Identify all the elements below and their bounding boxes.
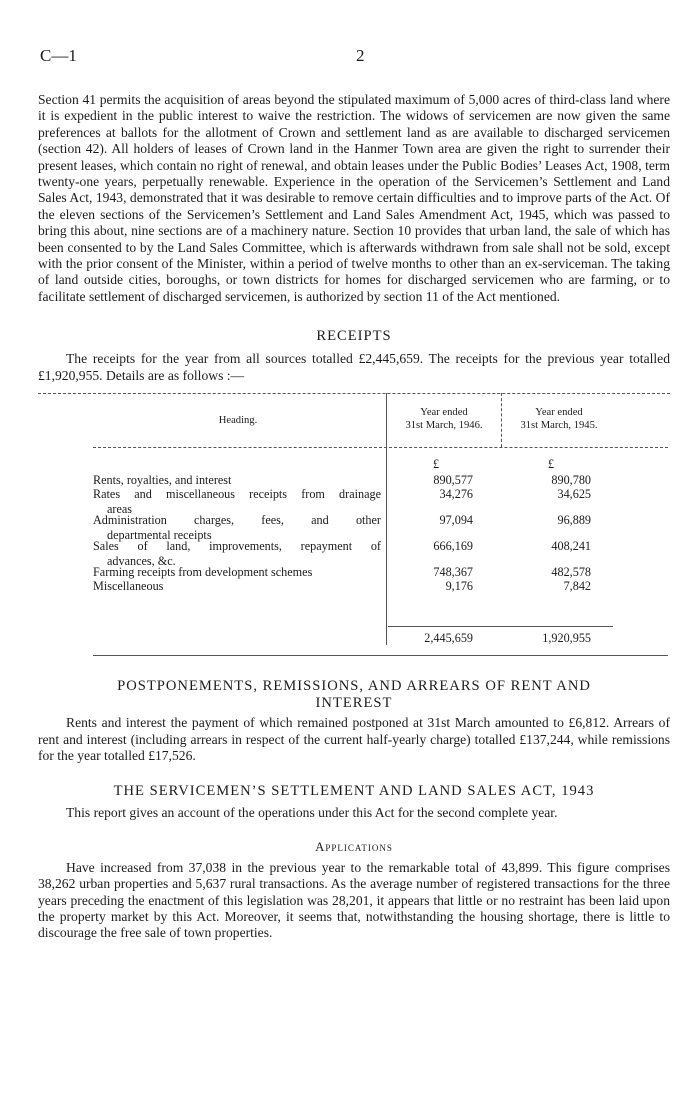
receipts-heading: RECEIPTS	[316, 328, 392, 345]
row-value-1945: 96,889	[557, 513, 591, 528]
act-paragraph: This report gives an account of the operations under this Act for the second complete year.	[66, 805, 558, 821]
table-row-label	[93, 473, 381, 487]
table-row-label	[93, 565, 381, 579]
column-divider-1	[386, 393, 387, 645]
year-1945-header: Year ended 31st March, 1945.	[520, 407, 598, 431]
row-label-line: Farming receipts from development schemes	[93, 565, 313, 580]
total-1946: 2,445,659	[424, 631, 473, 646]
row-label-continuation: advances, &c.	[107, 553, 176, 568]
row-value-1945: 890,780	[551, 473, 591, 488]
page-number: 2	[356, 46, 365, 65]
postponements-paragraph: Rents and interest the payment of which remained postponed at 31st March amounted to £6,812. Arrears of rent and interest (including arrears in respect of the current half-yearly charge) totalled £137,244, while remissions for the year totalled £17,526.	[38, 715, 670, 763]
row-value-1946: 9,176	[445, 579, 473, 594]
table-row-label	[93, 513, 381, 542]
act-heading: THE SERVICEMEN’S SETTLEMENT AND LAND SALES ACT, 1943	[113, 783, 595, 800]
row-value-1945: 408,241	[551, 539, 591, 554]
table-top-rule	[38, 393, 670, 394]
year-1946-header: Year ended 31st March, 1946.	[405, 407, 483, 431]
row-value-1946: 97,094	[439, 513, 473, 528]
header-rule	[93, 447, 668, 448]
column-divider-2	[501, 393, 502, 447]
total-1945: 1,920,955	[542, 631, 591, 646]
table-row-label	[93, 579, 381, 593]
currency-symbol-1946: £	[433, 457, 440, 472]
receipts-paragraph: The receipts for the year from all sources totalled £2,445,659. The receipts for the previous year totalled £1,920,955. Details are as follows :—	[38, 351, 670, 383]
row-label-continuation: departmental receipts	[107, 527, 212, 542]
heading-column-header: Heading.	[218, 415, 258, 427]
row-value-1946: 666,169	[433, 539, 473, 554]
total-rule	[388, 626, 613, 627]
receipts-table	[38, 393, 670, 655]
table-row-label	[93, 487, 381, 516]
row-label-line: Administration charges, fees, and other	[93, 513, 381, 528]
row-label-line: Miscellaneous	[93, 579, 164, 594]
row-value-1945: 34,625	[557, 487, 591, 502]
row-label-line: Sales of land, improvements, repayment of	[93, 539, 381, 554]
row-value-1945: 7,842	[563, 579, 591, 594]
applications-paragraph: Have increased from 37,038 in the previous year to the remarkable total of 43,899. This figure comprises 38,262 urban properties and 5,637 rural transactions. As the average number of registered transactions for the three years preceding the enactment of this legislation was 28,201, it appears that little or no restraint has been laid upon the property market by this Act. Moreover, it seems that, notwithstanding the housing shortage, there is little to discourage the free sale of town properties.	[38, 859, 670, 941]
table-row-label	[93, 539, 381, 568]
row-value-1946: 34,276	[439, 487, 473, 502]
row-value-1946: 890,577	[433, 473, 473, 488]
currency-symbol-1945: £	[548, 457, 555, 472]
row-label-line: Rates and miscellaneous receipts from drainage	[93, 487, 381, 502]
row-label-line: Rents, royalties, and interest	[93, 473, 232, 488]
applications-heading: Applications	[315, 839, 393, 854]
row-label-continuation: areas	[107, 501, 133, 516]
row-value-1946: 748,367	[433, 565, 473, 580]
intro-paragraph: Section 41 permits the acquisition of areas beyond the stipulated maximum of 5,000 acres of third-class land where it is expedient in the public interest to waive the restriction. The widows of servicemen are now given the same preferences at ballots for the allotment of Crown and settlement land as are available to discharged servicemen (section 42). All holders of leases of Crown land in the Hanmer Town area are given the right to surrender their present leases, which contain no right of renewal, and obtain leases under the Public Bodies’ Leases Act, 1908, term twenty-one years, perpetually renewable. Experience in the operation of the Servicemen’s Settlement and Land Sales Act, 1943, demonstrated that it was desirable to remove certain difficulties and to improve parts of the Act. Of the eleven sections of the Servicemen’s Settlement and Land Sales Amendment Act, 1945, which was passed to bring this about, nine sections are of a machinery nature. Section 10 provides that urban land, the sale of which has been consented to by the Land Sales Committee, which is afterwards withdrawn from sale shall not be sold, except with the prior consent of the Minister, within a period of twelve months to other than an ex-serviceman. The taking of land outside cities, boroughs, or town districts for homes for discharged servicemen who are farming, or to facilitate settlement of discharged servicemen, is authorized by section 11 of the Act mentioned.	[38, 92, 670, 304]
document-reference: C—1	[40, 46, 77, 65]
table-bottom-rule	[93, 655, 668, 656]
page-header	[38, 38, 670, 72]
postponements-heading: POSTPONEMENTS, REMISSIONS, AND ARREARS OF RENT AND INTEREST	[117, 678, 591, 712]
row-value-1945: 482,578	[551, 565, 591, 580]
